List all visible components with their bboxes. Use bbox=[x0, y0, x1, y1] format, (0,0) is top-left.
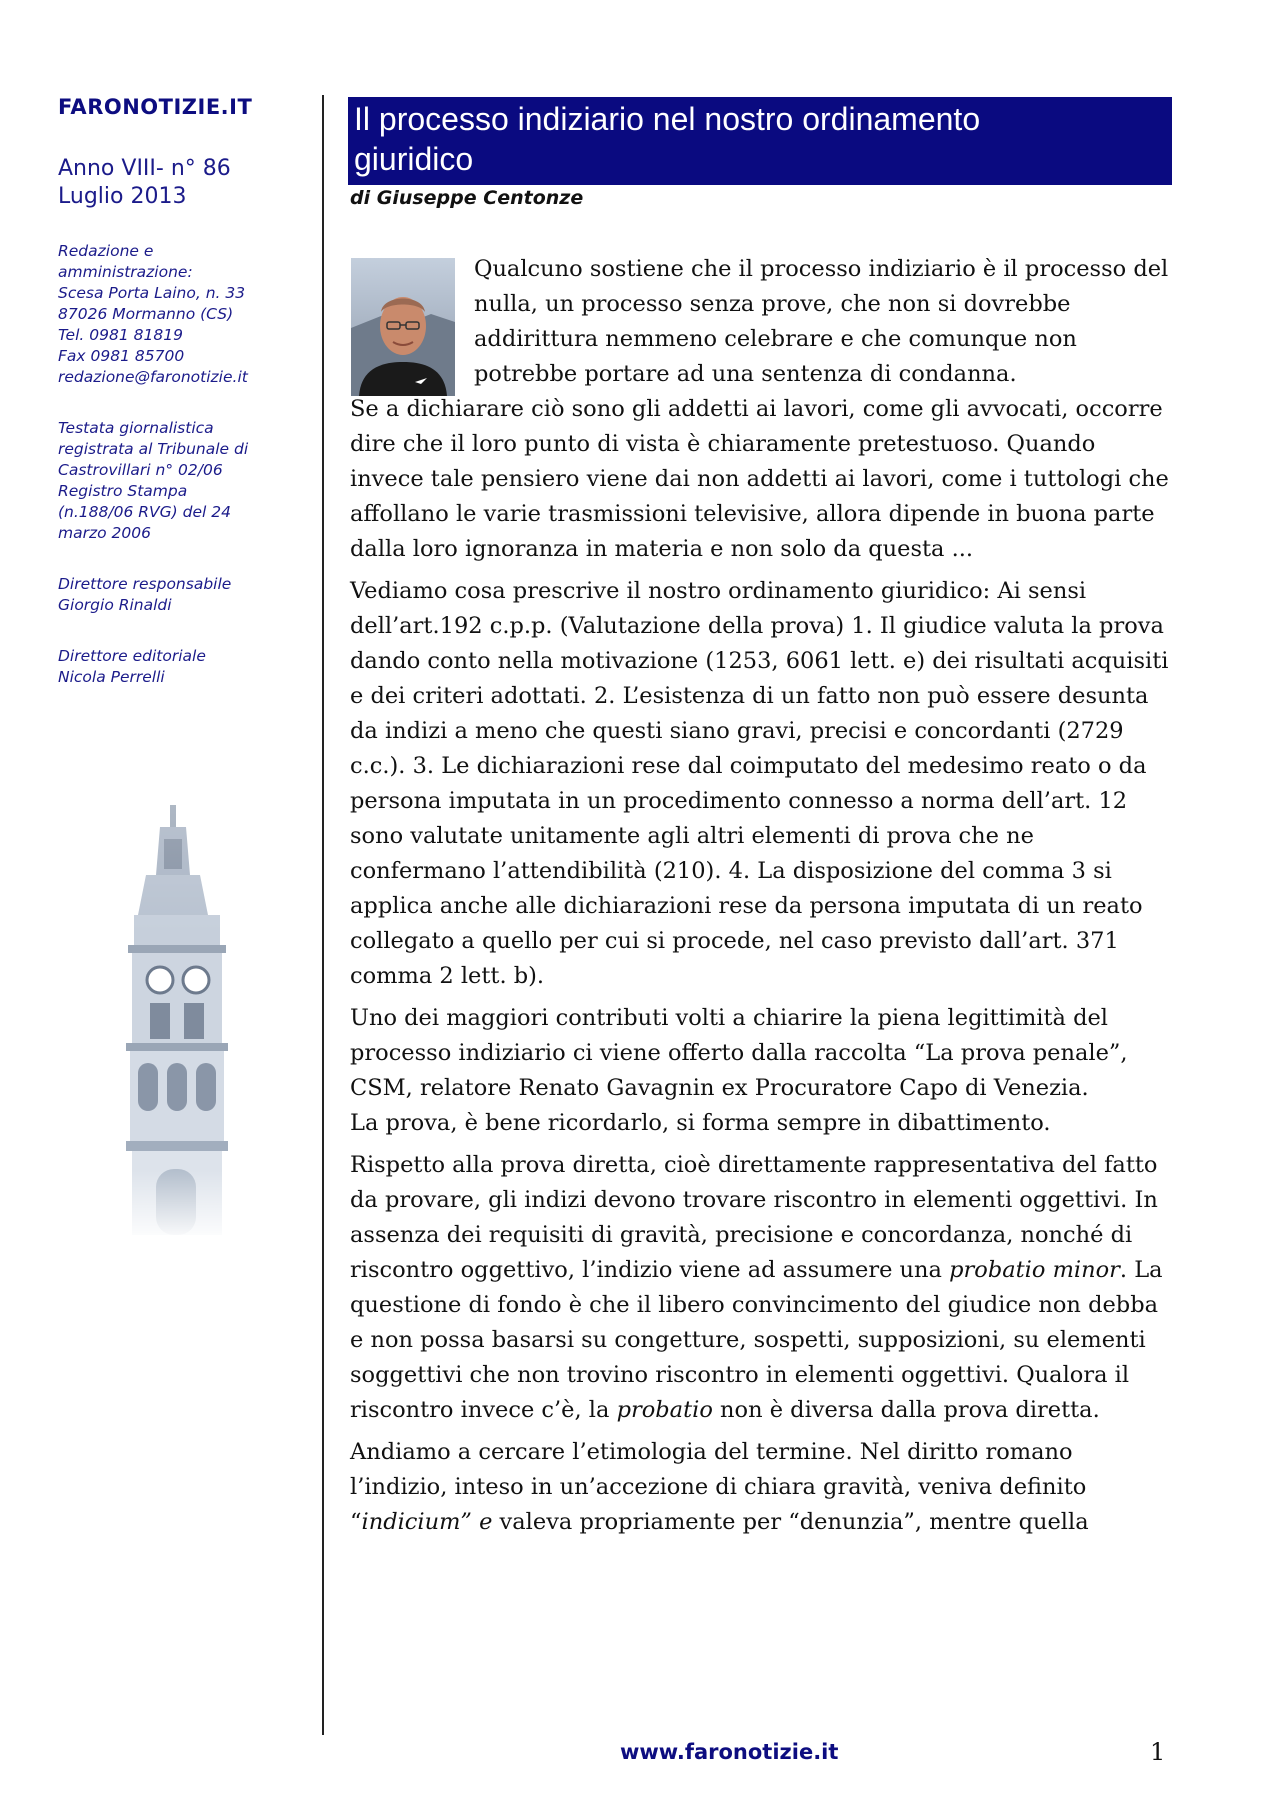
direttore-editoriale-label: Direttore editoriale bbox=[58, 647, 206, 665]
direttore-editoriale-name: Nicola Perrelli bbox=[58, 668, 165, 686]
article-paragraph bbox=[350, 1148, 1175, 1428]
article-paragraph: Vediamo cosa prescrive il nostro ordinamento giuridico: Ai sensi dell’art.192 c.p.p. (Valutazione della prova) 1. Il giudice valuta la prova dando conto nella motivazione (1253, 6061 lett. e) dei risultati acquisiti e dei criteri adottati. 2. L’esistenza di un fatto non può essere desunta da indizi a meno che questi siano gravi, precisi e concordanti (2729 c.c.). 3. Le dichiarazioni rese dal coimputato del medesimo reato o da persona imputata in un procedimento connesso a norma dell’art. 12 sono valutate unitamente agli altri elementi di prova che ne confermano l’attendibilità (210). 4. La disposizione del comma 3 si applica anche alle dichiarazioni rese da persona imputata di un reato collegato a quello per cui si procede, nel caso previsto dall’art. 371 comma 2 lett. b). bbox=[350, 578, 1169, 989]
article-paragraph: Qualcuno sostiene che il processo indiziario è il processo del nulla, un processo senza prove, che non si dovrebbe addirittura nemmeno celebrare e che comunque non potrebbe portare ad una sentenza di condanna. bbox=[474, 256, 1169, 387]
direttore-responsabile-block bbox=[58, 574, 298, 616]
testata-line: (n.188/06 RVG) del 24 bbox=[58, 503, 231, 521]
emphasis-text: probatio minor bbox=[949, 1257, 1120, 1283]
redazione-block bbox=[58, 241, 298, 388]
issue-number: Anno VIII- n° 86 bbox=[58, 156, 231, 181]
issue-info bbox=[58, 155, 298, 211]
article-title-line: giuridico bbox=[354, 141, 474, 177]
redazione-line: Fax 0981 85700 bbox=[58, 347, 185, 365]
redazione-line: Tel. 0981 81819 bbox=[58, 326, 183, 344]
redazione-line: amministrazione: bbox=[58, 263, 193, 281]
text-run: valeva propriamente per “denunzia”, mentre quella bbox=[492, 1509, 1089, 1535]
article-title-line: Il processo indiziario nel nostro ordinamento bbox=[354, 101, 981, 137]
direttore-editoriale-block bbox=[58, 646, 298, 688]
redazione-line: Scesa Porta Laino, n. 33 bbox=[58, 284, 246, 302]
footer-website-link[interactable]: www.faronotizie.it bbox=[620, 1740, 839, 1764]
text-run: Rispetto alla prova diretta, cioè direttamente rappresentativa del fatto da provare, gli indizi devono trovare riscontro in elementi oggettivi. In assenza dei requisiti di gravità, precisione e concordanza, nonché di riscontro oggettivo, l’indizio viene ad assumere una bbox=[350, 1152, 1158, 1283]
testata-block bbox=[58, 418, 298, 544]
column-divider bbox=[322, 95, 324, 1735]
direttore-responsabile-label: Direttore responsabile bbox=[58, 575, 232, 593]
testata-line: Testata giornalistica bbox=[58, 419, 214, 437]
redazione-line: Redazione e bbox=[58, 242, 154, 260]
emphasis-text: probatio bbox=[616, 1397, 713, 1423]
direttore-responsabile-name: Giorgio Rinaldi bbox=[58, 596, 172, 614]
article-paragraph: Se a dichiarare ciò sono gli addetti ai lavori, come gli avvocati, occorre dire che il loro punto di vista è chiaramente pretestuoso. Quando invece tale pensiero viene dai non addetti ai lavori, come i tuttologi che affollano le varie trasmissioni televisive, allora dipende in buona parte dalla loro ignoranza in materia e non solo da questa ... bbox=[350, 396, 1169, 562]
page-number: 1 bbox=[1150, 1738, 1166, 1766]
issue-date: Luglio 2013 bbox=[58, 184, 187, 209]
article-body bbox=[350, 252, 1175, 1547]
article-paragraph bbox=[350, 1435, 1175, 1540]
bell-tower-illustration bbox=[112, 805, 242, 1235]
article-paragraph: Uno dei maggiori contributi volti a chiarire la piena legittimità del processo indiziario ci viene offerto dalla raccolta “La prova penale”, CSM, relatore Renato Gavagnin ex Procuratore Capo di Venezia. bbox=[350, 1005, 1128, 1101]
testata-line: registrata al Tribunale di bbox=[58, 440, 249, 458]
text-run: non è diversa dalla prova diretta. bbox=[712, 1397, 1100, 1423]
text-run: Andiamo a cercare l’etimologia del termine. Nel diritto romano l’indizio, inteso in un’accezione di chiara gravità, veniva definito “ bbox=[350, 1439, 1087, 1535]
article-title bbox=[348, 97, 1172, 185]
testata-line: Castrovillari n° 02/06 bbox=[58, 461, 223, 479]
article-paragraph: La prova, è bene ricordarlo, si forma sempre in dibattimento. bbox=[350, 1110, 1051, 1136]
redazione-line: 87026 Mormanno (CS) bbox=[58, 305, 234, 323]
testata-line: Registro Stampa bbox=[58, 482, 188, 500]
text-run: . La questione di fondo è che il libero convincimento del giudice non debba e non possa basarsi su congetture, sospetti, supposizioni, su elementi soggettivi che non trovino riscontro in elementi oggettivi. Qualora il riscontro invece c’è, la bbox=[350, 1257, 1163, 1423]
masthead-sidebar bbox=[58, 95, 298, 688]
redazione-email: redazione@faronotizie.it bbox=[58, 368, 248, 386]
photo-wrap-space bbox=[350, 252, 474, 392]
masthead-brand: FARONOTIZIE.IT bbox=[58, 95, 253, 119]
emphasis-text: indicium” e bbox=[361, 1509, 493, 1535]
article-author: di Giuseppe Centonze bbox=[350, 187, 584, 209]
testata-line: marzo 2006 bbox=[58, 524, 151, 542]
